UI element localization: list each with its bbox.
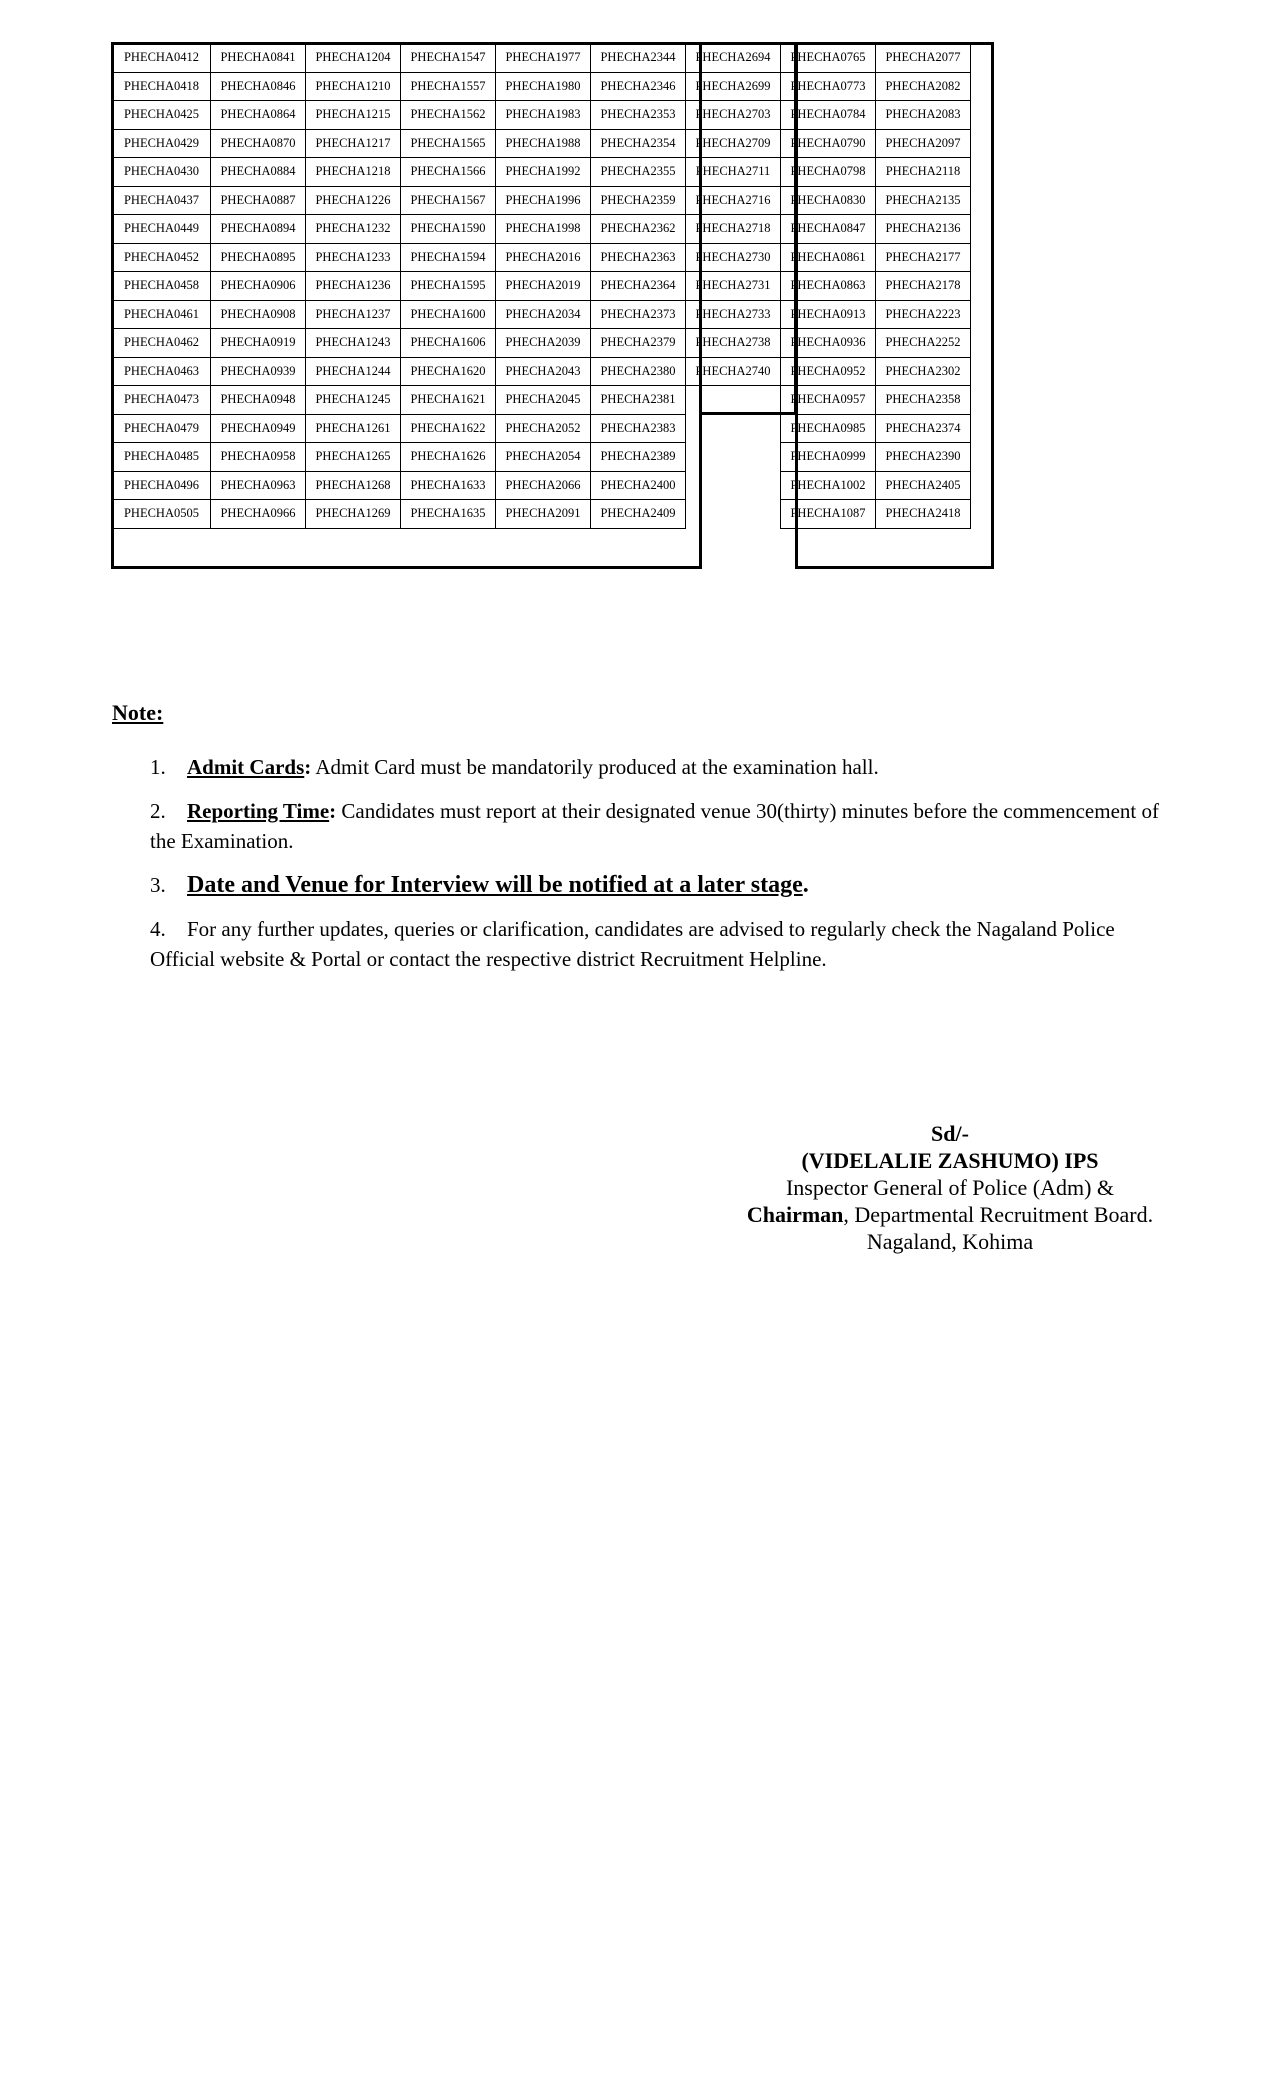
- table-cell: PHECHA1557: [401, 72, 496, 101]
- table-cell: PHECHA0884: [211, 158, 306, 187]
- table-cell: PHECHA0908: [211, 300, 306, 329]
- table-cell: PHECHA2694: [686, 44, 781, 73]
- table-cell: PHECHA0412: [113, 44, 211, 73]
- table-cell: PHECHA0939: [211, 357, 306, 386]
- table-cell: PHECHA0765: [781, 44, 876, 73]
- note-number: 3.: [150, 873, 166, 897]
- table-cell: PHECHA2346: [591, 72, 686, 101]
- table-cell: PHECHA1087: [781, 500, 876, 529]
- table-cell: PHECHA0496: [113, 471, 211, 500]
- table-cell: PHECHA0485: [113, 443, 211, 472]
- table-cell: PHECHA0861: [781, 243, 876, 272]
- table-cell: PHECHA1988: [496, 129, 591, 158]
- table-cell: PHECHA0430: [113, 158, 211, 187]
- table-cell: PHECHA1204: [306, 44, 401, 73]
- table-cell: PHECHA2043: [496, 357, 591, 386]
- table-cell: PHECHA0952: [781, 357, 876, 386]
- table-cell: PHECHA1606: [401, 329, 496, 358]
- table-cell: PHECHA1633: [401, 471, 496, 500]
- table-cell: PHECHA0895: [211, 243, 306, 272]
- table-cell: PHECHA1562: [401, 101, 496, 130]
- table-cell: PHECHA0949: [211, 414, 306, 443]
- table-cell: PHECHA2409: [591, 500, 686, 529]
- table-row: [113, 272, 971, 301]
- table-cell: PHECHA0894: [211, 215, 306, 244]
- table-row: [113, 471, 971, 500]
- table-cell: PHECHA2019: [496, 272, 591, 301]
- table-cell: PHECHA2344: [591, 44, 686, 73]
- table-row: [113, 101, 971, 130]
- table-cell: PHECHA0913: [781, 300, 876, 329]
- note-heading: Note:: [112, 700, 164, 725]
- table-cell: PHECHA2353: [591, 101, 686, 130]
- table-cell: [686, 414, 781, 443]
- table-cell: PHECHA2358: [876, 386, 971, 415]
- table-row: [113, 129, 971, 158]
- table-cell: PHECHA0462: [113, 329, 211, 358]
- table-cell: PHECHA2054: [496, 443, 591, 472]
- table-cell: PHECHA0870: [211, 129, 306, 158]
- table-cell: PHECHA2355: [591, 158, 686, 187]
- table-row: [113, 243, 971, 272]
- roll-number-table: [112, 43, 971, 529]
- table-cell: PHECHA2405: [876, 471, 971, 500]
- table-cell: PHECHA2097: [876, 129, 971, 158]
- table-cell: PHECHA1547: [401, 44, 496, 73]
- table-row: [113, 215, 971, 244]
- table-cell: PHECHA0847: [781, 215, 876, 244]
- table-cell: PHECHA0473: [113, 386, 211, 415]
- table-cell: [686, 443, 781, 472]
- table-cell: PHECHA1998: [496, 215, 591, 244]
- table-cell: PHECHA2082: [876, 72, 971, 101]
- table-cell: [686, 386, 781, 415]
- table-cell: PHECHA2118: [876, 158, 971, 187]
- table-cell: PHECHA2381: [591, 386, 686, 415]
- note-colon: .: [802, 872, 809, 898]
- table-cell: PHECHA1002: [781, 471, 876, 500]
- table-cell: PHECHA1243: [306, 329, 401, 358]
- table-cell: PHECHA2066: [496, 471, 591, 500]
- table-cell: PHECHA2390: [876, 443, 971, 472]
- table-cell: PHECHA2039: [496, 329, 591, 358]
- table-row: [113, 158, 971, 187]
- note-item-reporting-time: [150, 796, 1160, 856]
- table-cell: PHECHA2252: [876, 329, 971, 358]
- table-cell: PHECHA0784: [781, 101, 876, 130]
- signatory-designation: Inspector General of Police (Adm) &: [785, 1175, 1115, 1200]
- table-cell: PHECHA0479: [113, 414, 211, 443]
- table-cell: PHECHA1269: [306, 500, 401, 529]
- table-cell: PHECHA2379: [591, 329, 686, 358]
- table-cell: PHECHA2731: [686, 272, 781, 301]
- table-cell: PHECHA2136: [876, 215, 971, 244]
- table-cell: PHECHA2223: [876, 300, 971, 329]
- table-cell: PHECHA0458: [113, 272, 211, 301]
- table-cell: PHECHA0919: [211, 329, 306, 358]
- table-cell: PHECHA1265: [306, 443, 401, 472]
- table-cell: PHECHA2380: [591, 357, 686, 386]
- table-row: [113, 44, 971, 73]
- table-cell: PHECHA0461: [113, 300, 211, 329]
- note-colon: :: [329, 799, 337, 823]
- table-cell: PHECHA2178: [876, 272, 971, 301]
- note-label: Admit Cards: [187, 755, 305, 779]
- table-cell: PHECHA2740: [686, 357, 781, 386]
- table-cell: PHECHA2418: [876, 500, 971, 529]
- table-cell: PHECHA1621: [401, 386, 496, 415]
- table-cell: PHECHA1261: [306, 414, 401, 443]
- table-cell: PHECHA1590: [401, 215, 496, 244]
- table-cell: PHECHA2389: [591, 443, 686, 472]
- table-cell: PHECHA0463: [113, 357, 211, 386]
- table-cell: PHECHA0505: [113, 500, 211, 529]
- table-row: [113, 357, 971, 386]
- table-cell: PHECHA1565: [401, 129, 496, 158]
- table-cell: PHECHA0957: [781, 386, 876, 415]
- table-cell: PHECHA2034: [496, 300, 591, 329]
- table-cell: PHECHA2363: [591, 243, 686, 272]
- table-cell: PHECHA0948: [211, 386, 306, 415]
- table-cell: PHECHA0985: [781, 414, 876, 443]
- note-list: [150, 752, 1160, 988]
- note-text: Admit Card must be mandatorily produced at the examination hall.: [311, 755, 879, 779]
- table-cell: PHECHA1210: [306, 72, 401, 101]
- table-cell: PHECHA1600: [401, 300, 496, 329]
- table-cell: PHECHA0418: [113, 72, 211, 101]
- table-cell: PHECHA0958: [211, 443, 306, 472]
- table-cell: PHECHA2373: [591, 300, 686, 329]
- table-cell: PHECHA1236: [306, 272, 401, 301]
- board-name: , Departmental Recruitment Board.: [843, 1202, 1154, 1227]
- table-cell: PHECHA1980: [496, 72, 591, 101]
- signatory-place: Nagaland, Kohima: [866, 1229, 1034, 1254]
- table-cell: PHECHA1620: [401, 357, 496, 386]
- table-cell: PHECHA2016: [496, 243, 591, 272]
- table-cell: PHECHA1567: [401, 186, 496, 215]
- table-cell: PHECHA2711: [686, 158, 781, 187]
- table-cell: PHECHA2091: [496, 500, 591, 529]
- table-cell: PHECHA2733: [686, 300, 781, 329]
- table-cell: PHECHA0887: [211, 186, 306, 215]
- table-cell: PHECHA2083: [876, 101, 971, 130]
- note-text: Candidates must report at their designated venue 30(thirty) minutes before the commencement of the Examination.: [150, 799, 1159, 853]
- table-row: [113, 500, 971, 529]
- table-cell: PHECHA2383: [591, 414, 686, 443]
- table-cell: PHECHA2703: [686, 101, 781, 130]
- table-cell: PHECHA1595: [401, 272, 496, 301]
- table-cell: PHECHA0963: [211, 471, 306, 500]
- table-cell: PHECHA2364: [591, 272, 686, 301]
- table-cell: [686, 471, 781, 500]
- table-cell: PHECHA2052: [496, 414, 591, 443]
- table-cell: PHECHA0846: [211, 72, 306, 101]
- note-item-admit-cards: [150, 752, 1160, 782]
- table-row: [113, 72, 971, 101]
- table-cell: PHECHA2177: [876, 243, 971, 272]
- table-cell: PHECHA1217: [306, 129, 401, 158]
- table-cell: PHECHA1268: [306, 471, 401, 500]
- table-cell: PHECHA2135: [876, 186, 971, 215]
- table-cell: PHECHA1622: [401, 414, 496, 443]
- table-cell: PHECHA1977: [496, 44, 591, 73]
- table-cell: PHECHA2400: [591, 471, 686, 500]
- table-cell: PHECHA2359: [591, 186, 686, 215]
- table-cell: PHECHA0863: [781, 272, 876, 301]
- table-cell: PHECHA1226: [306, 186, 401, 215]
- table-cell: PHECHA0999: [781, 443, 876, 472]
- note-label: Date and Venue for Interview will be notified at a later stage: [187, 872, 803, 898]
- table-cell: PHECHA2077: [876, 44, 971, 73]
- table-row: [113, 443, 971, 472]
- table-cell: PHECHA2738: [686, 329, 781, 358]
- table-cell: PHECHA1983: [496, 101, 591, 130]
- table-cell: PHECHA1244: [306, 357, 401, 386]
- table-cell: PHECHA1626: [401, 443, 496, 472]
- table-cell: PHECHA0449: [113, 215, 211, 244]
- table-cell: PHECHA2302: [876, 357, 971, 386]
- table-cell: PHECHA0790: [781, 129, 876, 158]
- table-cell: PHECHA0798: [781, 158, 876, 187]
- signatory-name: (VIDELALIE ZASHUMO) IPS: [801, 1148, 1099, 1173]
- note-number: 1.: [150, 755, 166, 779]
- table-row: [113, 414, 971, 443]
- table-cell: PHECHA1992: [496, 158, 591, 187]
- note-label: Reporting Time: [187, 799, 330, 823]
- table-cell: PHECHA0864: [211, 101, 306, 130]
- table-cell: PHECHA1635: [401, 500, 496, 529]
- table-cell: PHECHA1594: [401, 243, 496, 272]
- signature-block: [730, 1120, 1170, 1255]
- table-cell: PHECHA2045: [496, 386, 591, 415]
- table-cell: [686, 500, 781, 529]
- table-cell: PHECHA0906: [211, 272, 306, 301]
- table-cell: PHECHA1215: [306, 101, 401, 130]
- chairman-label: Chairman: [746, 1202, 844, 1227]
- signature-sd: Sd/-: [931, 1121, 969, 1146]
- table-cell: PHECHA2716: [686, 186, 781, 215]
- table-cell: PHECHA1232: [306, 215, 401, 244]
- note-colon: :: [304, 755, 312, 779]
- table-cell: PHECHA2709: [686, 129, 781, 158]
- table-cell: PHECHA0429: [113, 129, 211, 158]
- table-cell: PHECHA0773: [781, 72, 876, 101]
- note-number: 2.: [150, 799, 166, 823]
- table-cell: PHECHA1245: [306, 386, 401, 415]
- table-row: [113, 186, 971, 215]
- table-cell: PHECHA0936: [781, 329, 876, 358]
- table-cell: PHECHA0830: [781, 186, 876, 215]
- table-cell: PHECHA1237: [306, 300, 401, 329]
- table-cell: PHECHA1233: [306, 243, 401, 272]
- note-item-updates: [150, 914, 1160, 974]
- table-cell: PHECHA0425: [113, 101, 211, 130]
- table-cell: PHECHA1218: [306, 158, 401, 187]
- note-item-interview: [150, 870, 1160, 900]
- note-text: For any further updates, queries or clarification, candidates are advised to regularly check the Nagaland Police Official website & Portal or contact the respective district Recruitment Helpline.: [150, 917, 1115, 971]
- table-cell: PHECHA0452: [113, 243, 211, 272]
- note-number: 4.: [150, 917, 166, 941]
- table-row: [113, 386, 971, 415]
- table-cell: PHECHA2362: [591, 215, 686, 244]
- table-cell: PHECHA0841: [211, 44, 306, 73]
- table-cell: PHECHA2730: [686, 243, 781, 272]
- table-cell: PHECHA0966: [211, 500, 306, 529]
- table-cell: PHECHA0437: [113, 186, 211, 215]
- signatory-board-line: [730, 1201, 1170, 1228]
- table-cell: PHECHA2699: [686, 72, 781, 101]
- table-cell: PHECHA2374: [876, 414, 971, 443]
- table-cell: PHECHA1566: [401, 158, 496, 187]
- table-cell: PHECHA1996: [496, 186, 591, 215]
- table-row: [113, 300, 971, 329]
- table-cell: PHECHA2354: [591, 129, 686, 158]
- table-row: [113, 329, 971, 358]
- table-cell: PHECHA2718: [686, 215, 781, 244]
